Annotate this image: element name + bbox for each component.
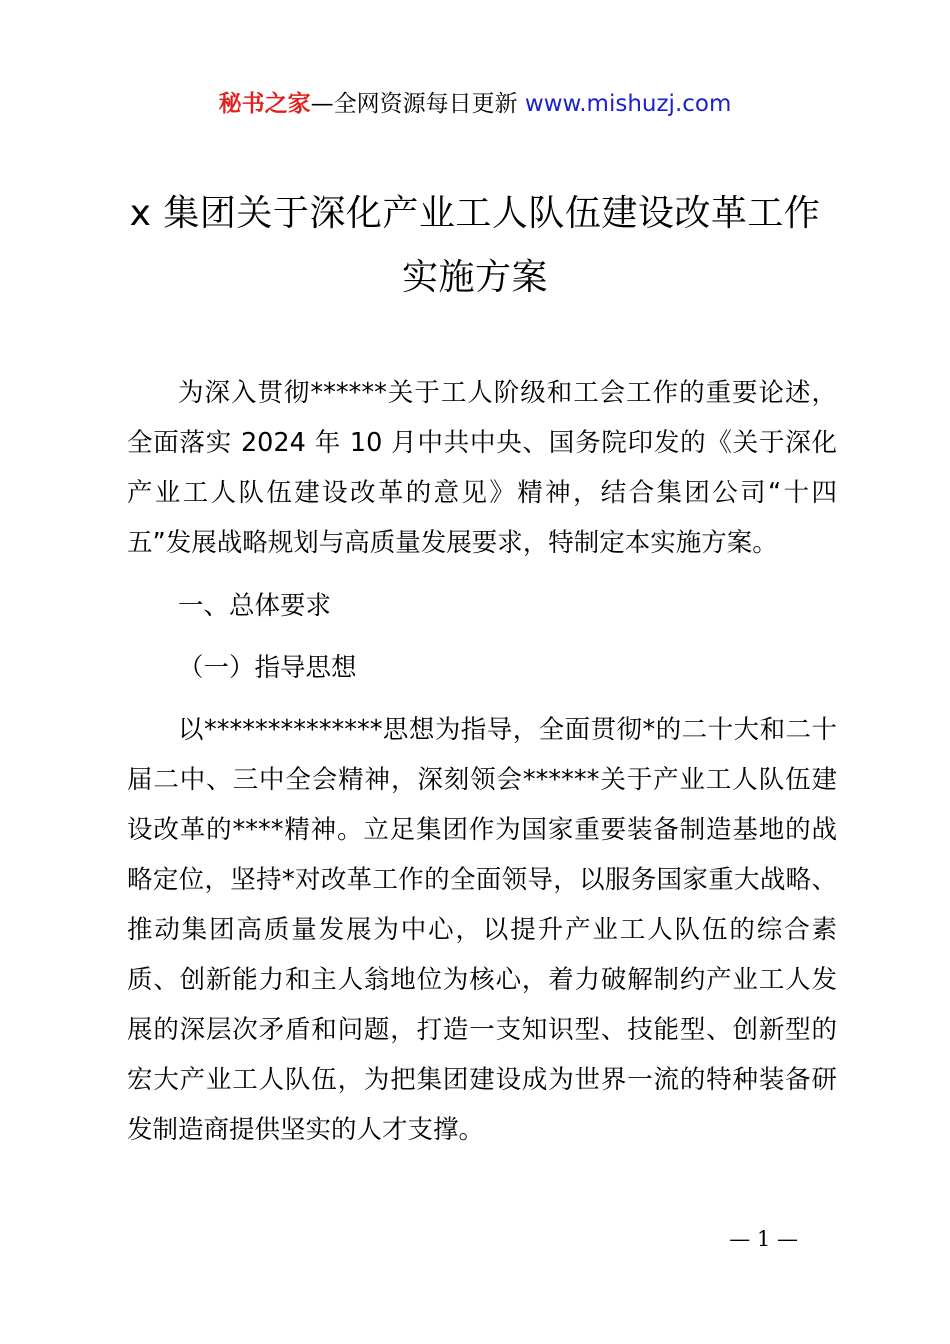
section-heading-general-requirements: 一、总体要求 [178,591,332,621]
intro-paragraph: 为深入贯彻******关于工人阶级和工会工作的重要论述，全面落实 2024 年 10 月中共中央、国务院印发的《关于深化产业工人队伍建设改革的意见》精神，结合集团公司“十四五”发展战略规划与高质量发展要求，特制定本实施方案。 [127,378,837,558]
subsection-heading-block [127,643,837,693]
document-title [0,182,950,310]
guiding-ideology-paragraph: 以**************思想为指导，全面贯彻*的二十大和二十届二中、三中全会精神，深刻领会******关于产业工人队伍建设改革的****精神。立足集团作为国家重要装备制造基地的战略定位，坚持*对改革工作的全面领导，以服务国家重大战略、推动集团高质量发展为中心，以提升产业工人队伍的综合素质、创新能力和主人翁地位为核心，着力破解制约产业工人发展的深层次矛盾和问题，打造一支知识型、技能型、创新型的宏大产业工人队伍，为把集团建设成为世界一流的特种装备研发制造商提供坚实的人才支撑。 [127,715,837,1145]
page-number: — 1 — [729,1227,798,1251]
subsection-heading-guiding-ideology: （一）指导思想 [178,653,357,683]
site-banner [0,86,950,122]
section-heading-block [127,581,837,631]
banner-website-link[interactable]: www.mishuzj.com [524,91,732,117]
title-line-1: x 集团关于深化产业工人队伍建设改革工作 [129,193,821,234]
guiding-paragraph-block [127,705,837,1155]
banner-tagline: —全网资源每日更新 [310,91,525,117]
title-line-2: 实施方案 [401,257,548,298]
banner-brand: 秘书之家 [218,91,311,117]
intro-paragraph-block [127,368,837,568]
